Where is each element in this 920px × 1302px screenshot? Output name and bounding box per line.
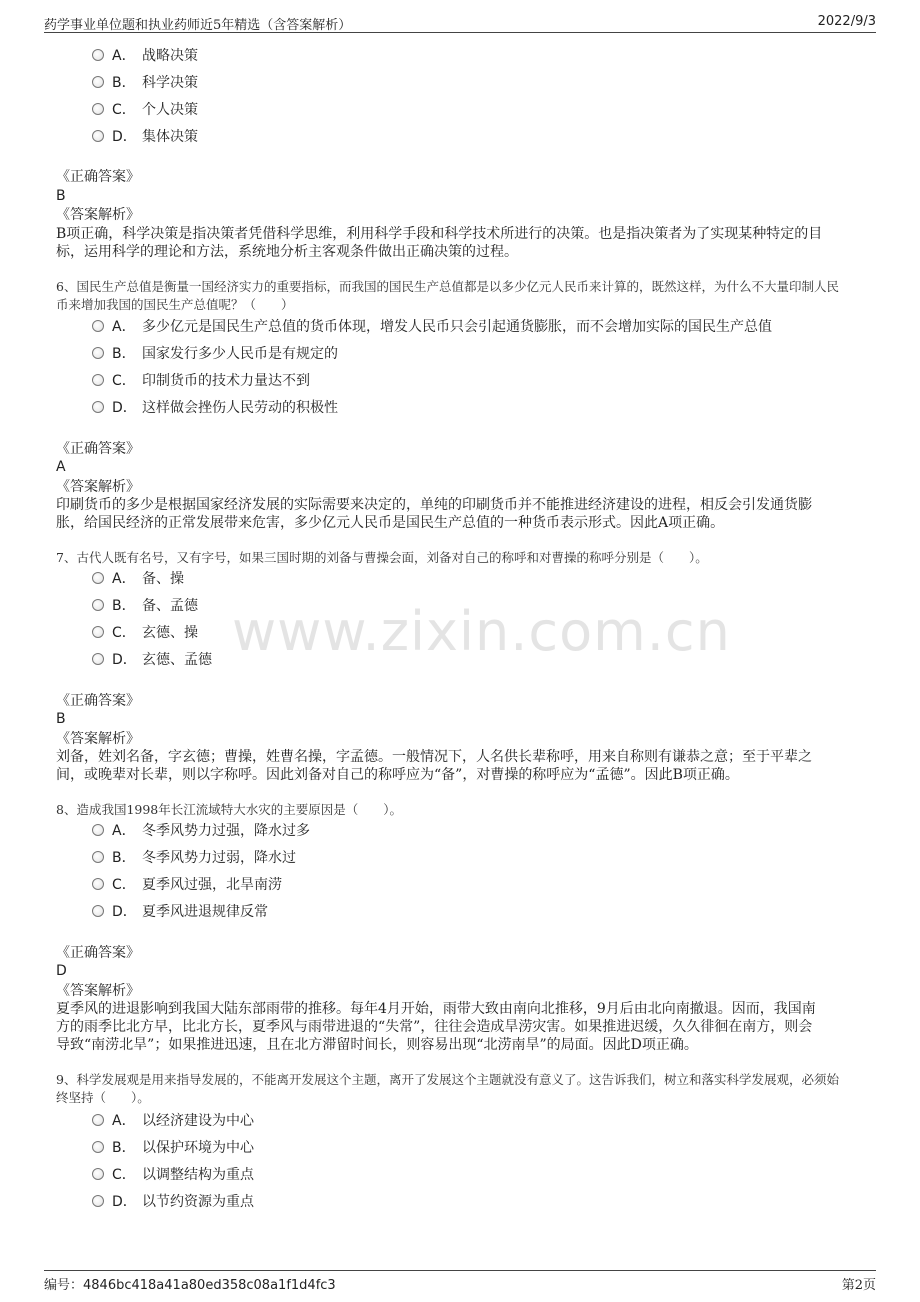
correct-answer-label: 《正确答案》	[56, 441, 140, 457]
radio-icon[interactable]	[92, 374, 104, 386]
analysis-line: 夏季风的进退影响到我国大陆东部雨带的推移。每年4月开始，雨带大致由南向北推移，9月后由北向南撤退。因而，我国南	[56, 1001, 816, 1017]
option-q5-c[interactable]: C． 个人决策	[92, 98, 198, 122]
correct-answer: B	[56, 188, 66, 204]
radio-icon[interactable]	[92, 347, 104, 359]
option-q5-d[interactable]: D． 集体决策	[92, 125, 198, 149]
option-q6-d[interactable]: D． 这样做会挫伤人民劳动的积极性	[92, 396, 338, 420]
radio-icon[interactable]	[92, 76, 104, 88]
radio-icon[interactable]	[92, 905, 104, 917]
radio-icon[interactable]	[92, 851, 104, 863]
option-q9-a[interactable]: A． 以经济建设为中心	[92, 1109, 254, 1133]
option-q8-d[interactable]: D． 夏季风进退规律反常	[92, 900, 268, 924]
radio-icon[interactable]	[92, 320, 104, 332]
option-q7-c[interactable]: C． 玄德、操	[92, 621, 198, 645]
question-6: 6、国民生产总值是衡量一国经济实力的重要指标，而我国的国民生产总值都是以多少亿元人民币来计算的，既然这样，为什么不大量印制人民	[56, 279, 839, 294]
option-q6-c[interactable]: C． 印制货币的技术力量达不到	[92, 369, 310, 393]
document-title: 药学事业单位题和执业药师近5年精选（含答案解析）	[44, 18, 352, 33]
radio-icon[interactable]	[92, 572, 104, 584]
option-q6-a[interactable]: A． 多少亿元是国民生产总值的货币体现，增发人民币只会引起通货膨胀，而不会增加实际的国民生产总值	[92, 315, 772, 339]
analysis-label: 《答案解析》	[56, 983, 140, 999]
option-q9-d[interactable]: D． 以节约资源为重点	[92, 1190, 254, 1214]
radio-icon[interactable]	[92, 1195, 104, 1207]
analysis-line: B项正确，科学决策是指决策者凭借科学思维，利用科学手段和科学技术所进行的决策。也是指决策者为了实现某种特定的目	[56, 226, 823, 242]
option-q7-d[interactable]: D． 玄德、孟德	[92, 648, 212, 672]
correct-answer: D	[56, 963, 67, 979]
correct-answer-label: 《正确答案》	[56, 169, 140, 185]
analysis-label: 《答案解析》	[56, 479, 140, 495]
correct-answer: A	[56, 459, 66, 475]
analysis-line: 导致“南涝北旱”；如果推进迅速，且在北方滞留时间长，则容易出现“北涝南旱”的局面。因此D项正确。	[56, 1037, 698, 1053]
analysis-line: 刘备，姓刘名备，字玄德；曹操，姓曹名操，字孟德。一般情况下，人名供长辈称呼，用来自称则有谦恭之意；至于平辈之	[56, 749, 812, 765]
analysis-label: 《答案解析》	[56, 207, 140, 223]
option-q5-b[interactable]: B． 科学决策	[92, 71, 198, 95]
question-9: 9、科学发展观是用来指导发展的，不能离开发展这个主题，离开了发展这个主题就没有意义了。这告诉我们，树立和落实科学发展观，必须始	[56, 1072, 839, 1087]
radio-icon[interactable]	[92, 1141, 104, 1153]
option-q5-a[interactable]: A． 战略决策	[92, 44, 198, 68]
radio-icon[interactable]	[92, 599, 104, 611]
correct-answer-label: 《正确答案》	[56, 945, 140, 961]
analysis-line: 印刷货币的多少是根据国家经济发展的实际需要来决定的，单纯的印刷货币并不能推进经济建设的进程，相反会引发通货膨	[56, 497, 812, 513]
option-q6-b[interactable]: B． 国家发行多少人民币是有规定的	[92, 342, 338, 366]
watermark: www.zixin.com.cn	[232, 600, 731, 663]
analysis-label: 《答案解析》	[56, 731, 140, 747]
correct-answer: B	[56, 711, 66, 727]
question-7: 7、古代人既有名号，又有字号，如果三国时期的刘备与曹操会面，刘备对自己的称呼和对曹操的称呼分别是（ ）。	[56, 550, 708, 565]
question-6-cont: 币来增加我国的国民生产总值呢？（ ）	[56, 297, 294, 312]
radio-icon[interactable]	[92, 1114, 104, 1126]
option-q8-a[interactable]: A． 冬季风势力过强，降水过多	[92, 819, 310, 843]
page-header	[44, 12, 876, 33]
radio-icon[interactable]	[92, 103, 104, 115]
radio-icon[interactable]	[92, 401, 104, 413]
question-9-cont: 终坚持（ ）。	[56, 1090, 150, 1105]
radio-icon[interactable]	[92, 626, 104, 638]
option-q8-b[interactable]: B． 冬季风势力过弱，降水过	[92, 846, 296, 870]
option-q7-b[interactable]: B． 备、孟德	[92, 594, 198, 618]
analysis-line: 胀，给国民经济的正常发展带来危害，多少亿元人民币是国民生产总值的一种货币表示形式。因此A项正确。	[56, 515, 725, 531]
correct-answer-label: 《正确答案》	[56, 693, 140, 709]
radio-icon[interactable]	[92, 653, 104, 665]
radio-icon[interactable]	[92, 1168, 104, 1180]
radio-icon[interactable]	[92, 878, 104, 890]
option-q9-b[interactable]: B． 以保护环境为中心	[92, 1136, 254, 1160]
option-q7-a[interactable]: A． 备、操	[92, 567, 184, 591]
radio-icon[interactable]	[92, 824, 104, 836]
page-footer	[44, 1270, 876, 1291]
option-q8-c[interactable]: C． 夏季风过强，北旱南涝	[92, 873, 282, 897]
analysis-line: 标，运用科学的理论和方法，系统地分析主客观条件做出正确决策的过程。	[56, 244, 518, 260]
option-q9-c[interactable]: C． 以调整结构为重点	[92, 1163, 254, 1187]
analysis-line: 方的雨季比北方早，比北方长，夏季风与雨带进退的“失常”，往往会造成旱涝灾害。如果推进迟缓，久久徘徊在南方，则会	[56, 1019, 813, 1035]
radio-icon[interactable]	[92, 130, 104, 142]
radio-icon[interactable]	[92, 49, 104, 61]
document-date: 2022/9/3	[817, 14, 876, 29]
document-code: 编号：4846bc418a41a80ed358c08a1f1d4fc3	[44, 1278, 336, 1293]
analysis-line: 间，或晚辈对长辈，则以字称呼。因此刘备对自己的称呼应为“备”，对曹操的称呼应为“孟德”。因此B项正确。	[56, 767, 739, 783]
question-8: 8、造成我国1998年长江流域特大水灾的主要原因是（ ）。	[56, 802, 403, 817]
page-number: 第2页	[841, 1278, 876, 1293]
